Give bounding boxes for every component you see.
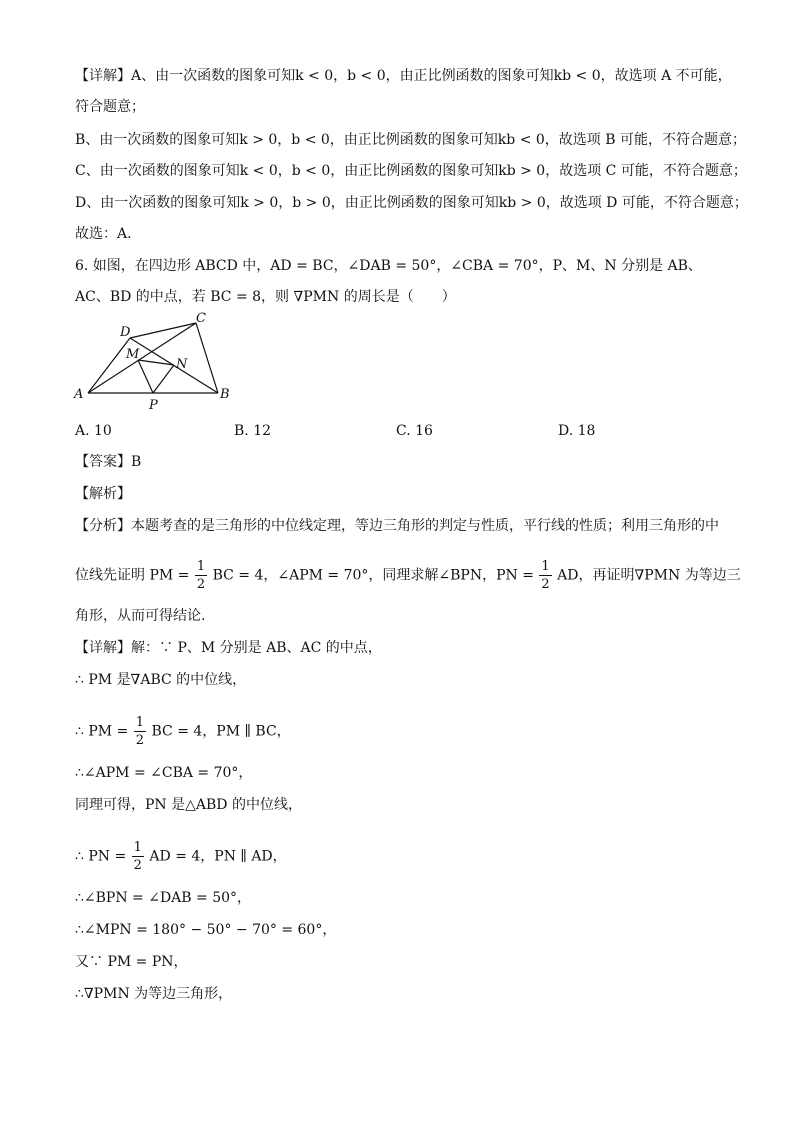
text-line: ∴∇PMN 为等边三角形，: [75, 986, 233, 1002]
option-b: B. 12: [234, 423, 272, 439]
text-line-with-fraction: ∴ PM = $\frac{1}{2}$ BC = 4，PM ∥ BC，: [75, 715, 291, 748]
option-d: D. 18: [558, 423, 596, 439]
fraction-half: $\frac{1}{2}$: [541, 559, 550, 592]
text-line: B、由一次函数的图象可知k > 0，b < 0，由正比例函数的图象可知kb < 0，故选项 B 可能，不符合题意；: [75, 132, 746, 148]
fraction-half: $\frac{1}{2}$: [196, 559, 206, 592]
vertex-label-a: A: [74, 387, 84, 402]
text-line: ∴∠APM = ∠CBA = 70°，: [75, 765, 253, 781]
text-line: 【详解】解：∵ P、M 分别是 AB、AC 的中点，: [75, 640, 382, 656]
text-line: 又∵ PM = PN，: [75, 954, 188, 970]
quadrilateral-figure: [70, 308, 240, 416]
analysis-heading: 【解析】: [75, 486, 131, 502]
edge-cb: [196, 323, 218, 393]
text-line: 符合题意；: [75, 99, 145, 115]
text-line-with-fractions: 位线先证明 PM = $\frac{1}{2}$ BC = 4，∠APM = 70°，同理求解∠BPN，PN = $\frac{1}{2}$ AD，再证明∇PMN 为等边三: [75, 559, 741, 592]
text-line: 同理可得，PN 是△ABD 的中位线，: [75, 797, 302, 813]
vertex-label-c: C: [196, 311, 206, 326]
text-line: 角形，从而可得结论.: [75, 608, 206, 624]
question-stem: 6. 如图，在四边形 ABCD 中，AD = BC，∠DAB = 50°，∠CBA = 70°，P、M、N 分别是 AB、: [75, 258, 702, 274]
option-a: A. 10: [75, 423, 112, 439]
point-label-m: M: [126, 347, 140, 362]
text-line: ∴∠MPN = 180° − 50° − 70° = 60°，: [75, 922, 337, 938]
edge-dc: [130, 323, 196, 338]
segment-pn: [153, 365, 174, 393]
answer-line: 【答案】B: [75, 454, 142, 470]
text-line: D、由一次函数的图象可知k > 0，b > 0，由正比例函数的图象可知kb > 0，故选项 D 可能，不符合题意；: [75, 195, 748, 211]
fraction-half: $\frac{1}{2}$: [133, 840, 142, 873]
edge-ad: [88, 338, 130, 393]
segment-pm: [138, 360, 153, 393]
vertex-label-b: B: [220, 387, 230, 402]
text-line: C、由一次函数的图象可知k < 0，b < 0，由正比例函数的图象可知kb > 0，故选项 C 可能，不符合题意；: [75, 163, 747, 179]
vertex-label-d: D: [120, 325, 131, 340]
point-label-p: P: [149, 398, 158, 413]
text-line: 故选：A.: [75, 226, 132, 242]
text-line: ∴∠BPN = ∠DAB = 50°，: [75, 890, 252, 906]
text-line: ∴ PM 是∇ABC 的中位线，: [75, 672, 247, 688]
fraction-half: $\frac{1}{2}$: [135, 715, 145, 748]
question-stem: AC、BD 的中点，若 BC = 8，则 ∇PMN 的周长是（ ）: [75, 289, 456, 305]
text-line-with-fraction: ∴ PN = $\frac{1}{2}$ AD = 4，PN ∥ AD，: [75, 840, 287, 873]
point-label-n: N: [176, 357, 188, 372]
text-line: 【详解】A、由一次函数的图象可知k < 0，b < 0，由正比例函数的图象可知kb < 0，故选项 A 不可能，: [75, 68, 732, 84]
text-line: 【分析】本题考查的是三角形的中位线定理，等边三角形的判定与性质，平行线的性质；利用三角形的中: [75, 518, 719, 534]
option-c: C. 16: [396, 423, 433, 439]
